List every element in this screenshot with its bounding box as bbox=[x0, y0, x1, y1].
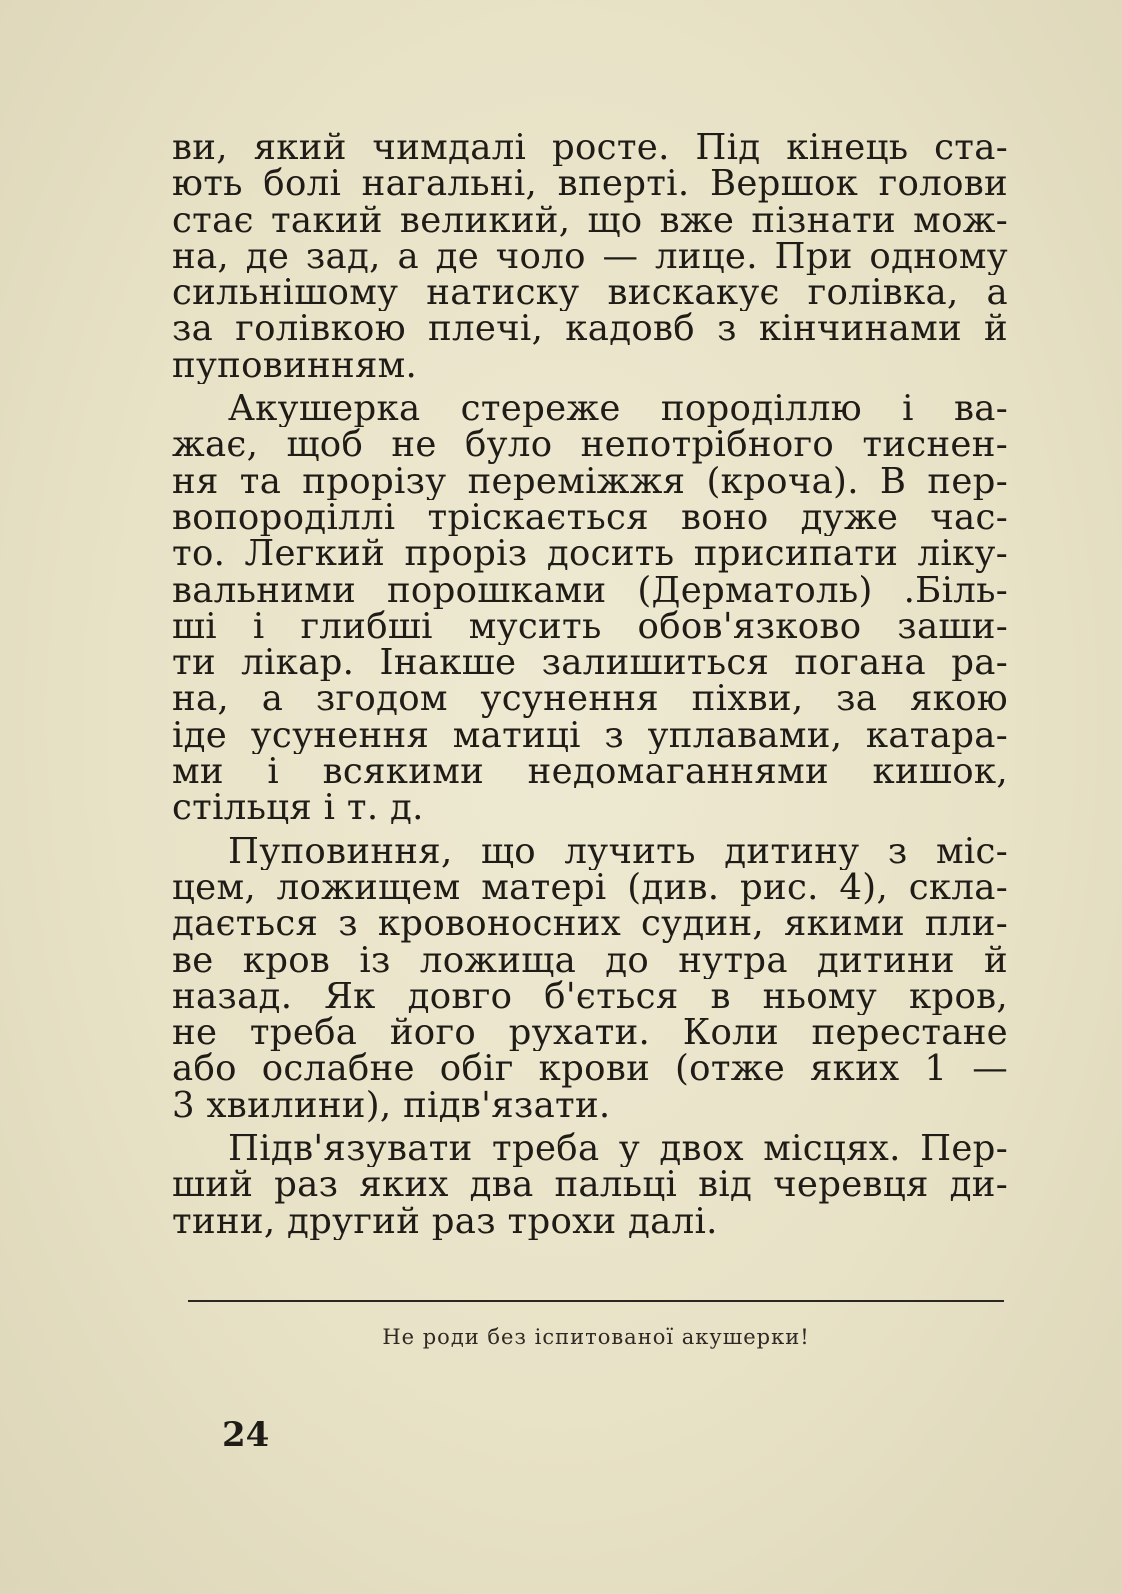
text-line: стільця і т. д. bbox=[172, 790, 424, 827]
text-line: вальними порошками (Дерматоль) .Біль- bbox=[172, 572, 1008, 609]
page-number: 24 bbox=[222, 1415, 270, 1455]
text-line: ші і глибші мусить обов'язково заши- bbox=[172, 608, 1008, 646]
text-line: ми і всякими недомаганнями кишок, bbox=[172, 754, 1008, 791]
text-line: ви, який чимдалі росте. Під кінець ста- bbox=[172, 130, 1008, 167]
text-line: ший раз яких два пальці від черевця ди- bbox=[172, 1167, 1008, 1204]
text-line: Пуповиння, що лучить дитину з міс- bbox=[228, 833, 1008, 870]
text-line: дається з кровоносних судин, якими пли- bbox=[172, 906, 1008, 943]
footer-note: Не роди без іспитованої акушерки! bbox=[382, 1325, 810, 1349]
text-line: ве кров із ложища до нутра дитини й bbox=[172, 942, 1008, 979]
text-line: назад. Як довго б'ється в ньому кров, bbox=[172, 978, 1008, 1016]
text-line: тини, другий раз трохи далі. bbox=[172, 1203, 718, 1240]
text-line: 3 хвилини), підв'язати. bbox=[172, 1087, 611, 1125]
text-line: ти лікар. Інакше залишиться погана ра- bbox=[172, 645, 1008, 682]
paragraph-1 bbox=[172, 130, 1008, 384]
text-line: вопороділлі тріскається воно дуже час- bbox=[172, 499, 1008, 537]
text-line: сильнішому натиску вискакує голівка, а bbox=[172, 275, 1008, 312]
text-line: Підв'язувати треба у двох місцях. Пер- bbox=[228, 1131, 1008, 1168]
text-line: то. Легкий проріз досить присипати ліку- bbox=[172, 536, 1008, 573]
text-line: іде усунення матиці з уплавами, катара- bbox=[172, 717, 1008, 755]
text-line: жає, щоб не було непотрібного тиснен- bbox=[172, 427, 1008, 464]
footer-divider bbox=[188, 1300, 1004, 1302]
text-line: на, де зад, а де чоло — лице. При одному bbox=[172, 238, 1008, 276]
paragraph-4 bbox=[172, 1131, 1008, 1240]
text-line: стає такий великий, що вже пізнати мож- bbox=[172, 202, 1008, 239]
text-line: цем, ложищем матері (див. рис. 4), скла- bbox=[172, 869, 1008, 907]
text-line: або ослабне обіг крови (отже яких 1 — bbox=[172, 1051, 1008, 1088]
text-line: пуповинням. bbox=[172, 347, 418, 385]
paragraph-2 bbox=[172, 391, 1008, 827]
body-text bbox=[172, 130, 1008, 1247]
text-line: на, а згодом усунення піхви, за якою bbox=[172, 681, 1008, 718]
text-line: за голівкою плечі, кадовб з кінчинами й bbox=[172, 311, 1008, 348]
text-line: ють болі нагальні, вперті. Вершок голови bbox=[172, 166, 1008, 203]
text-line: Акушерка стереже породіллю і ва- bbox=[228, 391, 1008, 428]
text-line: не треба його рухати. Коли перестане bbox=[172, 1015, 1008, 1052]
text-line: ня та прорізу переміжжя (кроча). В пер- bbox=[172, 463, 1008, 500]
paragraph-3 bbox=[172, 834, 1008, 1124]
